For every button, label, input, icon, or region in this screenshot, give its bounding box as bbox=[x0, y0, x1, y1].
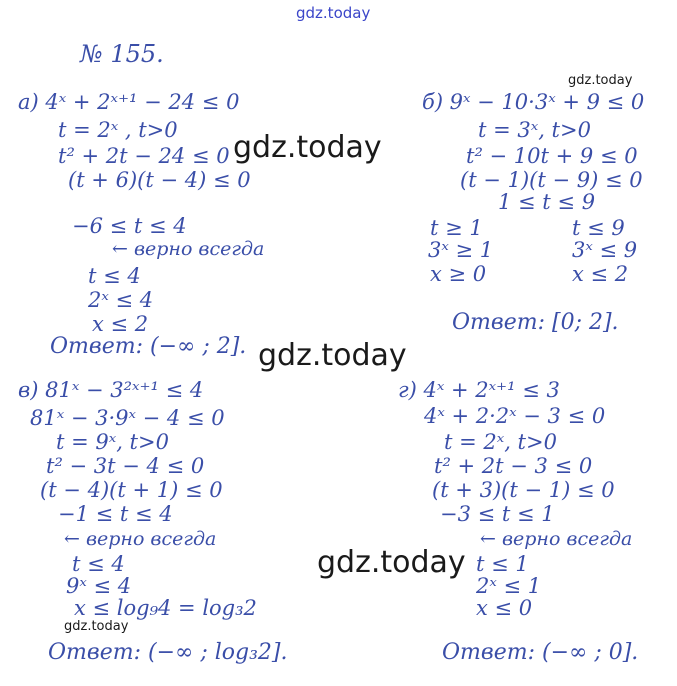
part-g-line-3: t = 2ˣ, t>0 bbox=[444, 430, 557, 454]
part-v-line-3: t = 9ˣ, t>0 bbox=[56, 430, 169, 454]
part-g-line-8: t ≤ 1 bbox=[476, 552, 529, 576]
part-b-line-1: б) 9ˣ − 10·3ˣ + 9 ≤ 0 bbox=[422, 90, 645, 114]
part-g-answer: Ответ: (−∞ ; 0]. bbox=[442, 640, 639, 665]
part-g-line-9: 2ˣ ≤ 1 bbox=[476, 574, 542, 598]
problem-number: № 155. bbox=[80, 40, 164, 68]
part-v-line-8: t ≤ 4 bbox=[72, 552, 125, 576]
part-g-line-2: 4ˣ + 2·2ˣ − 3 ≤ 0 bbox=[424, 404, 606, 428]
part-a-line-3: t² + 2t − 24 ≤ 0 bbox=[58, 144, 230, 168]
part-v-line-9: 9ˣ ≤ 4 bbox=[66, 574, 132, 598]
part-g-line-5: (t + 3)(t − 1) ≤ 0 bbox=[432, 478, 615, 502]
part-a-answer: Ответ: (−∞ ; 2]. bbox=[50, 334, 247, 359]
part-a-line-6: ← верно всегда bbox=[112, 238, 265, 260]
part-v-line-1: в) 81ˣ − 3²ˣ⁺¹ ≤ 4 bbox=[18, 378, 204, 402]
part-v-line-7: ← верно всегда bbox=[64, 528, 217, 550]
part-g-line-7: ← верно всегда bbox=[480, 528, 633, 550]
part-b-line-8a: x ≥ 0 bbox=[430, 262, 487, 286]
watermark-center-3: gdz.today bbox=[317, 545, 466, 580]
part-a-line-4: (t + 6)(t − 4) ≤ 0 bbox=[68, 168, 251, 192]
part-g-line-6: −3 ≤ t ≤ 1 bbox=[440, 502, 555, 526]
part-v-answer: Ответ: (−∞ ; log₃2]. bbox=[48, 640, 288, 665]
watermark-bottom-left: gdz.today bbox=[64, 619, 129, 634]
part-a-line-5: −6 ≤ t ≤ 4 bbox=[72, 214, 187, 238]
part-b-line-7b: 3ˣ ≤ 9 bbox=[572, 238, 638, 262]
watermark-center-1: gdz.today bbox=[233, 130, 382, 165]
part-b-line-6a: t ≥ 1 bbox=[430, 216, 483, 240]
watermark-top: gdz.today bbox=[296, 4, 371, 22]
part-v-line-4: t² − 3t − 4 ≤ 0 bbox=[46, 454, 205, 478]
part-v-line-10: x ≤ log₉4 = log₃2 bbox=[74, 596, 257, 620]
part-a-line-8: 2ˣ ≤ 4 bbox=[88, 288, 154, 312]
part-g-line-10: x ≤ 0 bbox=[476, 596, 533, 620]
part-g-line-4: t² + 2t − 3 ≤ 0 bbox=[434, 454, 593, 478]
part-g-line-1: г) 4ˣ + 2ˣ⁺¹ ≤ 3 bbox=[398, 378, 560, 402]
part-b-line-7a: 3ˣ ≥ 1 bbox=[428, 238, 494, 262]
part-v-line-6: −1 ≤ t ≤ 4 bbox=[58, 502, 173, 526]
part-b-line-2: t = 3ˣ, t>0 bbox=[478, 118, 591, 142]
watermark-top-right: gdz.today bbox=[568, 73, 633, 88]
part-a-line-2: t = 2ˣ , t>0 bbox=[58, 118, 178, 142]
part-b-line-4: (t − 1)(t − 9) ≤ 0 bbox=[460, 168, 643, 192]
part-b-answer: Ответ: [0; 2]. bbox=[452, 310, 619, 335]
part-a-line-1: а) 4ˣ + 2ˣ⁺¹ − 24 ≤ 0 bbox=[18, 90, 240, 114]
part-b-line-5: 1 ≤ t ≤ 9 bbox=[498, 190, 596, 214]
part-a-line-7: t ≤ 4 bbox=[88, 264, 141, 288]
part-b-line-3: t² − 10t + 9 ≤ 0 bbox=[466, 144, 638, 168]
watermark-center-2: gdz.today bbox=[258, 338, 407, 373]
part-v-line-2: 81ˣ − 3·9ˣ − 4 ≤ 0 bbox=[30, 406, 225, 430]
part-a-line-9: x ≤ 2 bbox=[92, 312, 149, 336]
part-b-line-6b: t ≤ 9 bbox=[572, 216, 625, 240]
part-v-line-5: (t − 4)(t + 1) ≤ 0 bbox=[40, 478, 223, 502]
part-b-line-8b: x ≤ 2 bbox=[572, 262, 629, 286]
